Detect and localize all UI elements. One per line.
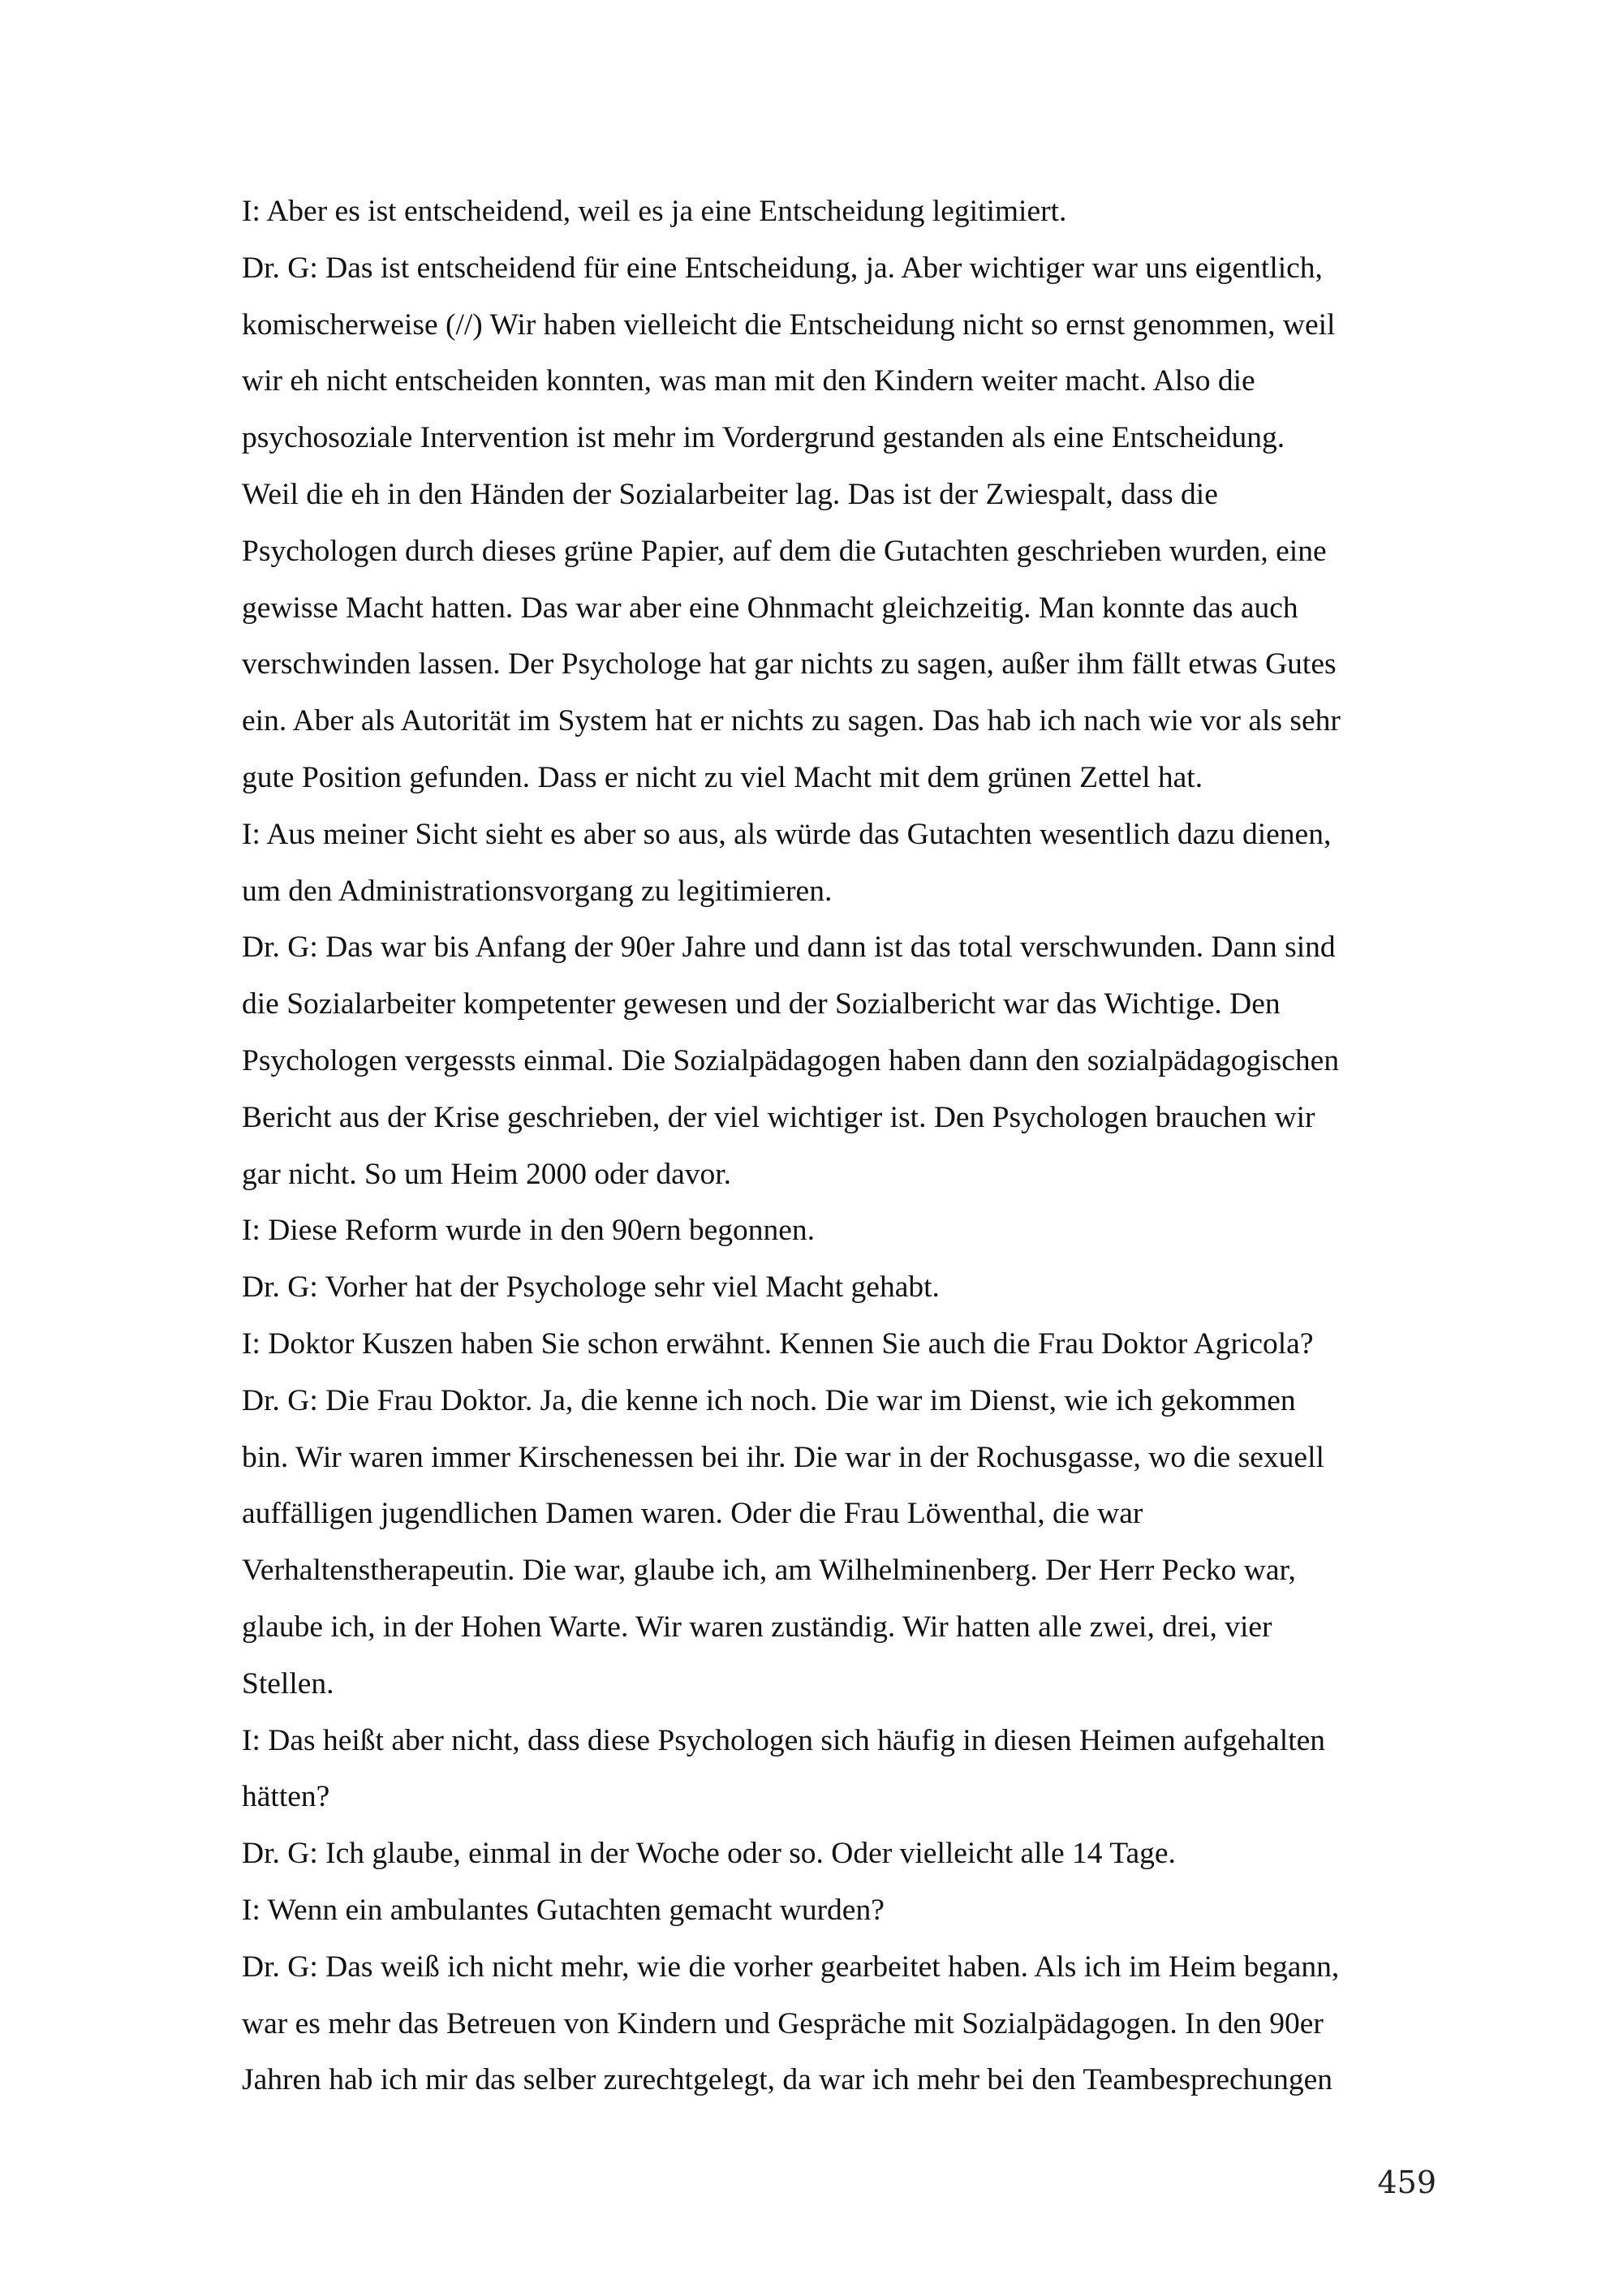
text-line: Weil die eh in den Händen der Sozialarbeiter lag. Das ist der Zwiespalt, dass die (242, 477, 1218, 511)
text-line: Bericht aus der Krise geschrieben, der viel wichtiger ist. Den Psychologen brauchen wir (242, 1100, 1315, 1134)
text-line: verschwinden lassen. Der Psychologe hat gar nichts zu sagen, außer ihm fällt etwas Gutes (242, 647, 1337, 681)
text-line: Psychologen vergessts einmal. Die Sozialpädagogen haben dann den sozialpädagogischen (242, 1043, 1340, 1077)
text-line: gar nicht. So um Heim 2000 oder davor. (242, 1157, 732, 1191)
text-line: Dr. G: Das ist entscheidend für eine Entscheidung, ja. Aber wichtiger war uns eigentlich, (242, 251, 1323, 285)
text-line: psychosoziale Intervention ist mehr im Vordergrund gestanden als eine Entscheidung. (242, 421, 1285, 455)
text-line: Dr. G: Das war bis Anfang der 90er Jahre und dann ist das total verschwunden. Dann sind (242, 931, 1336, 965)
text-line: I: Wenn ein ambulantes Gutachten gemacht wurden? (242, 1893, 885, 1927)
text-line: Psychologen durch dieses grüne Papier, auf dem die Gutachten geschrieben wurden, eine (242, 534, 1327, 568)
text-line: komischerweise (//) Wir haben vielleicht die Entscheidung nicht so ernst genommen, weil (242, 307, 1336, 342)
text-line: Stellen. (242, 1666, 334, 1701)
text-line: um den Administrationsvorgang zu legitimieren. (242, 874, 833, 908)
text-line: Jahren hab ich mir das selber zurechtgelegt, da war ich mehr bei den Teambesprechungen (242, 2063, 1333, 2097)
text-line: Dr. G: Die Frau Doktor. Ja, die kenne ich noch. Die war im Dienst, wie ich gekommen (242, 1383, 1296, 1417)
text-line: bin. Wir waren immer Kirschenessen bei ihr. Die war in der Rochusgasse, wo die sexuell (242, 1440, 1324, 1474)
text-line: wir eh nicht entscheiden konnten, was man mit den Kindern weiter macht. Also die (242, 364, 1255, 398)
page-number: 459 (1377, 2165, 1436, 2200)
text-line: I: Aber es ist entscheidend, weil es ja eine Entscheidung legitimiert. (242, 195, 1067, 228)
text-line: Dr. G: Das weiß ich nicht mehr, wie die vorher gearbeitet haben. Als ich im Heim begann, (242, 1950, 1340, 1984)
text-line: hätten? (242, 1780, 330, 1814)
text-line: auffälligen jugendlichen Damen waren. Oder die Frau Löwenthal, die war (242, 1497, 1143, 1531)
text-line: Dr. G: Ich glaube, einmal in der Woche oder so. Oder vielleicht alle 14 Tage. (242, 1837, 1176, 1871)
body-text (242, 183, 1435, 2109)
text-line: gute Position gefunden. Dass er nicht zu viel Macht mit dem grünen Zettel hat. (242, 760, 1203, 794)
text-line: gewisse Macht hatten. Das war aber eine Ohnmacht gleichzeitig. Man konnte das auch (242, 591, 1298, 625)
text-line: die Sozialarbeiter kompetenter gewesen und der Sozialbericht war das Wichtige. Den (242, 987, 1281, 1021)
text-line: I: Doktor Kuszen haben Sie schon erwähnt. Kennen Sie auch die Frau Doktor Agricola? (242, 1326, 1314, 1361)
text-line: Dr. G: Vorher hat der Psychologe sehr viel Macht gehabt. (242, 1271, 940, 1305)
text-line: glaube ich, in der Hohen Warte. Wir waren zuständig. Wir hatten alle zwei, drei, vier (242, 1610, 1272, 1644)
text-line: I: Das heißt aber nicht, dass diese Psychologen sich häufig in diesen Heimen aufgehalten (242, 1723, 1326, 1757)
text-line: I: Aus meiner Sicht sieht es aber so aus, als würde das Gutachten wesentlich dazu dienen, (242, 817, 1332, 851)
text-line: Verhaltenstherapeutin. Die war, glaube ich, am Wilhelminenberg. Der Herr Pecko war, (242, 1554, 1296, 1588)
text-line: war es mehr das Betreuen von Kindern und Gespräche mit Sozialpädagogen. In den 90er (242, 2006, 1324, 2040)
text-line: I: Diese Reform wurde in den 90ern begonnen. (242, 1214, 816, 1248)
text-line: ein. Aber als Autorität im System hat er nichts zu sagen. Das hab ich nach wie vor als sehr (242, 704, 1341, 738)
